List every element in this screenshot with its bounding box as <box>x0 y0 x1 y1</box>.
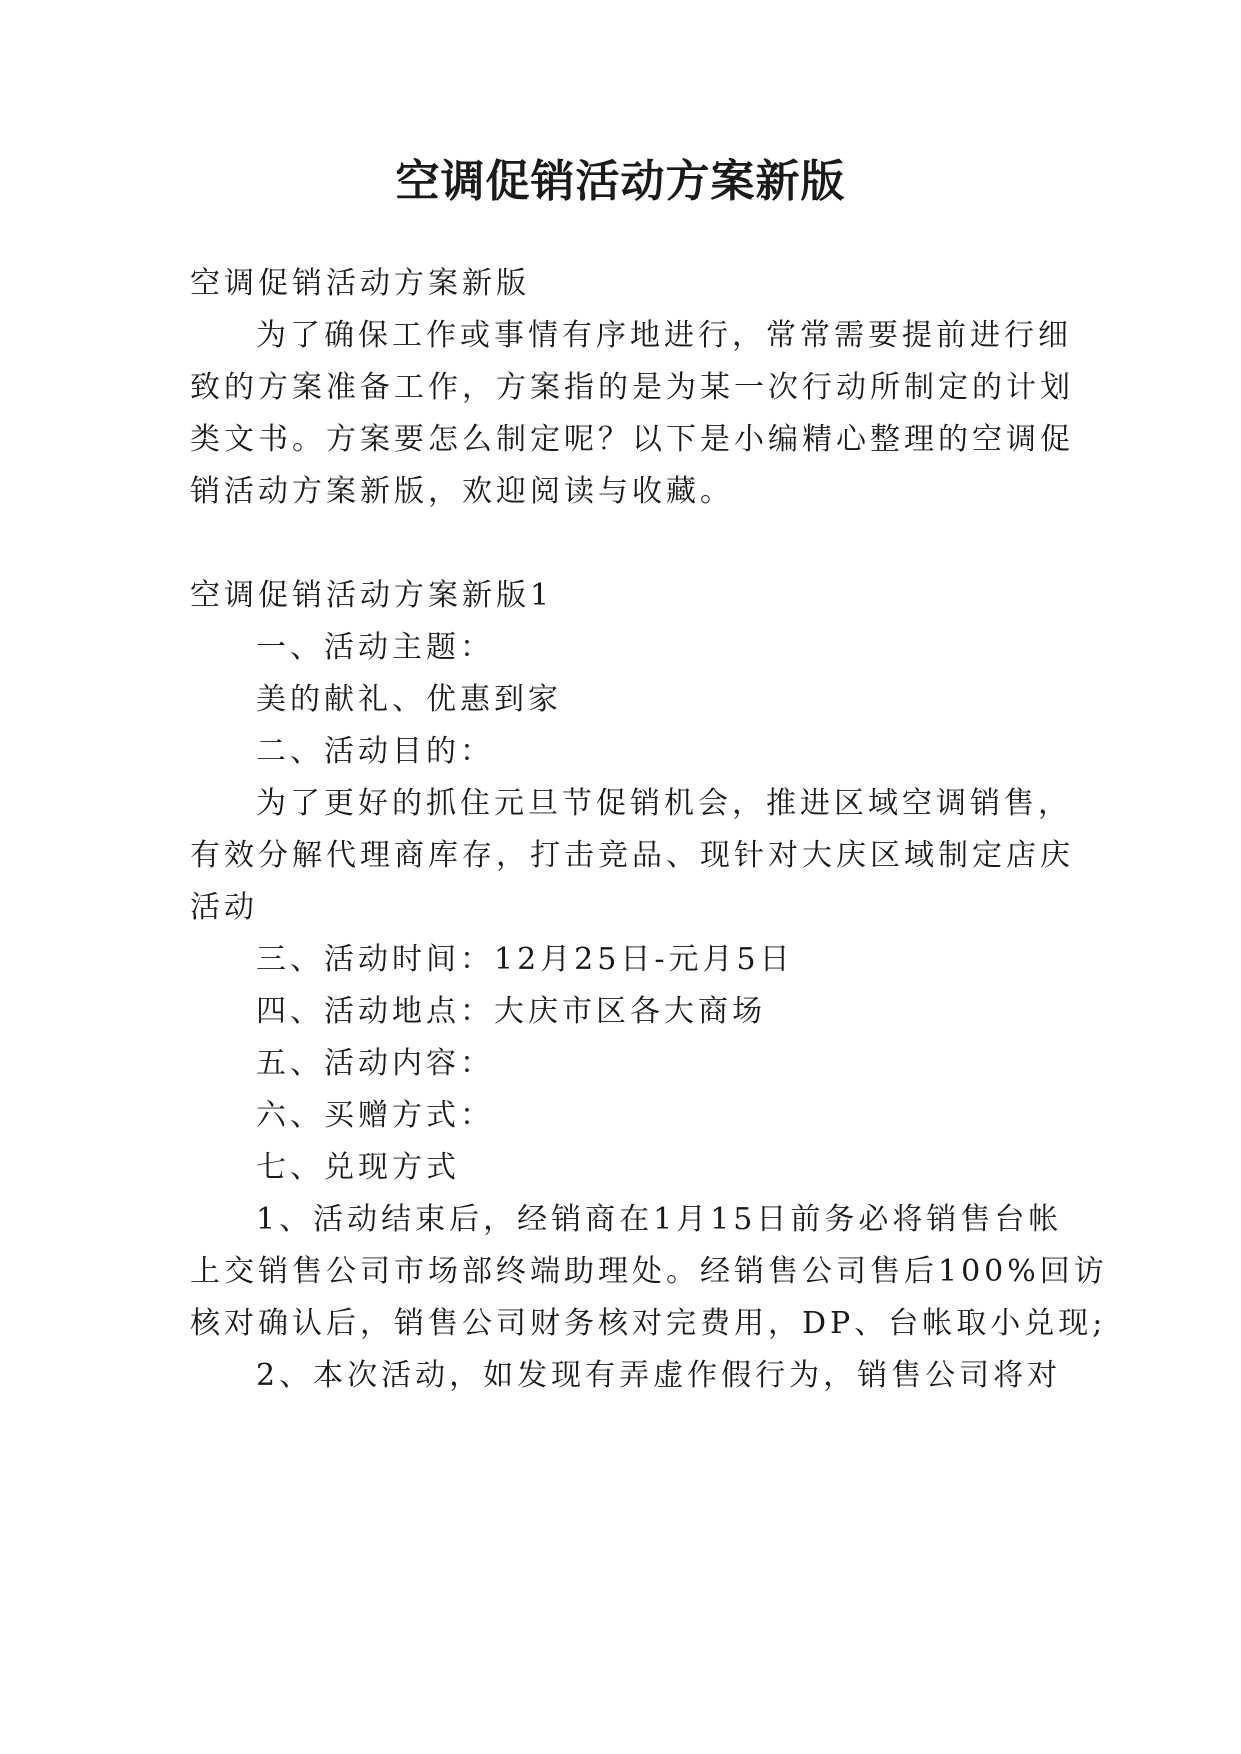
redeem-line: 1、活动结束后，经销商在1月15日前务必将销售台帐 <box>256 1202 1063 1237</box>
gift-heading: 六、买赠方式： <box>256 1098 494 1133</box>
time-line: 三、活动时间：12月25日-元月5日 <box>256 942 794 977</box>
document-title: 空调促销活动方案新版 <box>395 156 846 207</box>
intro-line: 致的方案准备工作，方案指的是为某一次行动所制定的计划 <box>190 370 1074 405</box>
purpose-line: 为了更好的抓住元旦节促销机会，推进区域空调销售， <box>256 786 1072 821</box>
purpose-heading: 二、活动目的： <box>256 734 494 769</box>
content-heading: 五、活动内容： <box>256 1046 494 1081</box>
intro-line: 类文书。方案要怎么制定呢？以下是小编精心整理的空调促 <box>190 422 1074 457</box>
redeem-heading: 七、兑现方式 <box>256 1150 460 1185</box>
theme-heading: 一、活动主题： <box>256 630 494 665</box>
purpose-line: 活动 <box>190 890 258 925</box>
document-subtitle: 空调促销活动方案新版 <box>190 266 530 301</box>
theme-value: 美的献礼、优惠到家 <box>256 682 562 717</box>
purpose-line: 有效分解代理商库存，打击竞品、现针对大庆区域制定店庆 <box>190 838 1074 873</box>
redeem-line: 核对确认后，销售公司财务核对完费用，DP、台帐取小兑现; <box>190 1306 1107 1341</box>
redeem-line: 2、本次活动，如发现有弄虚作假行为，销售公司将对 <box>256 1358 1062 1393</box>
intro-line: 销活动方案新版，欢迎阅读与收藏。 <box>190 474 734 509</box>
location-line: 四、活动地点：大庆市区各大商场 <box>256 994 766 1029</box>
section-heading: 空调促销活动方案新版1 <box>190 578 554 613</box>
redeem-line: 上交销售公司市场部终端助理处。经销售公司售后100%回访 <box>190 1254 1108 1289</box>
intro-line: 为了确保工作或事情有序地进行，常常需要提前进行细 <box>256 318 1072 353</box>
